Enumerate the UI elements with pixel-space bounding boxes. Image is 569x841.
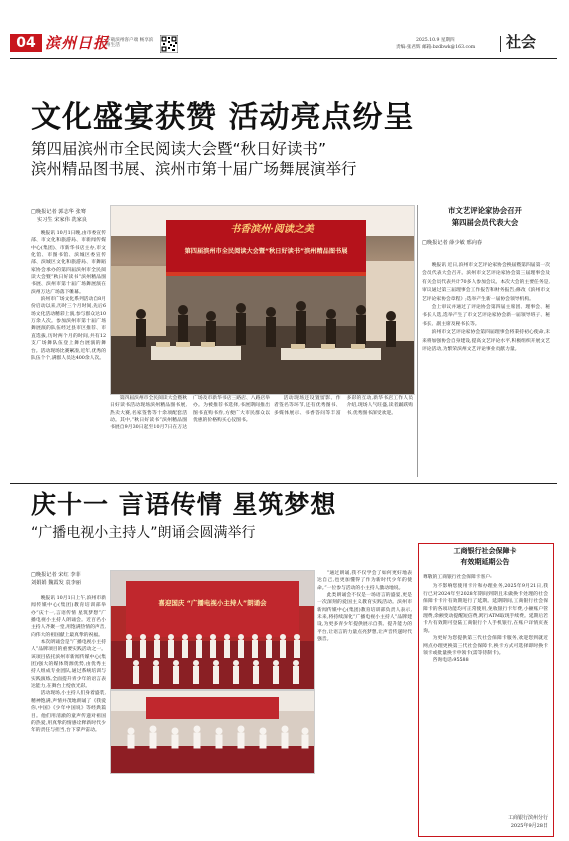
paragraph: 为更好为您提供第三代社会保障卡服务,欢迎您到就近网点办理更换第三代社会保障卡,换卡方式可选择即时换卡领卡或批量换卡申领卡(需等待制卡)。 bbox=[423, 636, 548, 657]
article1-photo bbox=[110, 205, 415, 395]
date-line: 2025.10.9 星期四 bbox=[416, 38, 455, 43]
paragraph: 此类朗诵会不仅是一场语言的盛宴,更是一次深刻的爱国主义教育实践活动。滨州市新闻传媒中心(集团)教育培训部负责人表示,未来,将持续深化“广播电视小主持人”品牌建设,为更多青少年提供展示自我、提升能力的平台,让语言的力量点亮梦想,让声音传递时代强音。 bbox=[317, 593, 412, 643]
masthead-rule bbox=[10, 58, 557, 59]
article1-column-3 bbox=[274, 395, 413, 475]
article2-column-2 bbox=[317, 570, 412, 828]
paragraph: 滨州市广场文化系列活动自8月份启动以来,历时三个月时间,先后6场文化活动精彩上演,参与群众达10万余人次。参加滨州市第十届广场舞展演的队伍经过县市区推荐、市直选拔,历时两个月的时间,共有12支广场舞队伍登上舞台展演的舞台。活动现场比赛紧凑,近年,优秀的队伍个个,满群人员达400余人次。 bbox=[31, 297, 106, 361]
notice-title-1: 工商银行社会保障卡 bbox=[453, 547, 517, 555]
byline-line: 实习生 宋家伟 冼家良 bbox=[37, 217, 87, 223]
paragraph: 晚报讯 近日,滨州市文艺评论家协会换届暨第四届第一次会员代表大会召开。滨州市文艺评论家协会第三届理事会及有关会员代表共计70多人参加会议。本次大会的主要任务是,审议通过第三届理事会工作报告和财务报告;修改《滨州市文艺评论家协会章程》;选举产生新一届协会领导机构。 bbox=[422, 263, 550, 302]
qr-code-icon bbox=[160, 35, 178, 53]
photo-banner-slogan: 书香滨州·阅读之美 bbox=[230, 224, 314, 235]
notice-hotline: 咨询电话:95588 bbox=[432, 658, 469, 664]
paragraph: 本次朗诵会是“广播电视小主持人”品牌项目的重要实践活动之一。该项目依托滨州市新闻传媒中心(集团)强大的媒体资源优势,由优秀主持人组成专业团队,通过系统培训与实践演练,全面提升青少年的语言表达能力,在舞台上绽放光彩。 bbox=[31, 640, 106, 690]
paragraph: 为不影响您使用卡片和办理业务,2025年9月21日,我行已对2024年至2028年期间到期且未做换卡处理的社会保障卡卡片有效期进行了延期。延期期间,工商银行社会保障卡的各项功能均可正常使用,免收银行卡年费,小额账户管理费,余额变动提醒短信费,跨行ATM取现手续费。延期后若卡片有效期可登陆工商银行个人手机银行,在账户详情页查询。 bbox=[423, 584, 548, 634]
byline-line: □晚报记者 宋红 李菲 bbox=[31, 572, 81, 578]
notice-body bbox=[423, 574, 548, 814]
paragraph: 晚报讯 10月1日上午,滨州市新闻传媒中心(集团)教育培训部举办“庆十一,言语传情 星筑梦想”广播电视小主持人朗诵会。近百名小主持人齐聚一堂,用饱满热情的声音,向伟大的祖国献上最真挚的祝福。 bbox=[31, 596, 106, 638]
paper-name-logo: 滨州日报 bbox=[45, 34, 110, 52]
sidebar1-byline: □晚报记者 薛少敏 邢向春 bbox=[422, 240, 483, 246]
article2-photo-bottom bbox=[110, 690, 315, 774]
notice-salutation: 尊敬的工商银行社会保障卡客户: bbox=[423, 575, 492, 580]
photo2-banner: 喜迎国庆 “广播电视小主持人”朗诵会 bbox=[158, 599, 267, 607]
paragraph: 晚报讯 10月1日晚,由市委宣传部、市文化和旅游局、市新闻传媒中心(集团)、市新华书店主办,市文化馆、市图书馆、滨城区委宣传部、滨城区文化和旅游局、市舞蹈家协会承办的第四届滨州市全民阅读大会暨“秋日好读书”滨州精品图书展、滨州市第十届广场舞展演在滨州万达广场落下帷幕。 bbox=[31, 231, 106, 295]
editor-line: 责编:张君辉 邮箱:bzdbwk@163.com bbox=[396, 45, 476, 50]
byline-line: □晚报记者 郭志华 张骞 bbox=[31, 209, 86, 215]
notice-title-2: 有效期延期公告 bbox=[460, 558, 510, 566]
paragraph: 活动现场,小主持人们身着盛装,精神饱满,声情并茂地朗诵了《我爱你,中国》《少年中国说》等经典篇目。他们用清澈的童声传递对祖国的热爱,用真挚的情感诠释新时代少年的责任与担当,台下掌声雷动。 bbox=[31, 691, 106, 734]
page-number: 04 bbox=[16, 35, 36, 51]
sidebar1-divider bbox=[417, 205, 418, 477]
paragraph: 会上审议并通过了评论协会第四届主席团、理事会、秘书长人选,选举产生了市文艺评论家协会新一届领导班子、秘书长、副主席及秘书长等。 bbox=[422, 305, 550, 327]
notice-signature: 工商银行滨州分行 bbox=[507, 815, 548, 821]
article1-subhead-1: 第四届滨州市全民阅读大会暨“秋日好读书” bbox=[31, 140, 327, 158]
masthead bbox=[0, 0, 569, 62]
paragraph: 活动现场还设置留影、作者签名等环节,还有优秀图书、多媒体展示、书香答问等丰富多彩的互动,新华书店工作人员介绍,现场人气旺盛,读者踊跃购书,优秀图书深受欢迎。 bbox=[274, 396, 413, 416]
article1-headline: 文化盛宴获赞 活动亮点纷呈 bbox=[31, 100, 415, 135]
article2-subhead: “广播电视小主持人”朗诵会圆满举行 bbox=[31, 525, 256, 541]
paragraph: 第四届滨州市全民阅读大会暨秋日好读书活动现场滨州精品图书展,热卖大赛,名家签售等十余项配套活动。其中,“秋日好读书”滨州精品图书展自9月30日起至10月7日在万达广场及市新华书店三路店、八路店举办。为被推荐书选择,书展期间推出图书直购书券,方便广大市民群众以优惠的价格购买心仪图书。 bbox=[110, 396, 270, 431]
byline-line: 刘娟娟 魏霞发 袁李丽 bbox=[31, 580, 81, 586]
article2-byline bbox=[31, 571, 106, 587]
article1-column-2 bbox=[110, 395, 270, 475]
article2-headline: 庆十一 言语传情 星筑梦想 bbox=[31, 490, 337, 519]
article1-column-1 bbox=[31, 230, 106, 470]
sidebar1-body bbox=[422, 262, 550, 476]
article1-byline bbox=[31, 208, 106, 224]
section-separator bbox=[10, 483, 557, 484]
article1-subhead-2: 滨州精品图书展、滨州市第十届广场舞展演举行 bbox=[31, 160, 357, 178]
sidebar1-title-1: 市文艺评论家协会召开 bbox=[448, 206, 522, 215]
notice-date: 2025年9月28日 bbox=[510, 823, 548, 829]
paragraph: “通过朗诵,我不仅学会了如何更好地表达自己,也更加懂得了作为新时代少年的使命。”一位参与活动的小主持人激动地说。 bbox=[317, 571, 412, 591]
section-divider bbox=[500, 36, 501, 52]
section-label: 社会 bbox=[506, 33, 537, 51]
tagline: 下载滨州客户端 畅享滨州生活 bbox=[106, 38, 154, 49]
paragraph: 滨州市文艺评论家协会第四届理事会将秉持初心使命,未来将加强协会自身建设,提高文艺评论水平,积极组织开展文艺评论活动,为繁荣滨州文艺评论事业贡献力量。 bbox=[422, 330, 550, 353]
sidebar1-title-2: 第四届会员代表大会 bbox=[451, 218, 519, 227]
photo-banner-title: 第四届滨州市全民阅读大会暨“秋日好读书”滨州精品图书展 bbox=[184, 248, 348, 255]
article2-photo-top bbox=[110, 570, 315, 690]
article2-column-1 bbox=[31, 595, 106, 828]
